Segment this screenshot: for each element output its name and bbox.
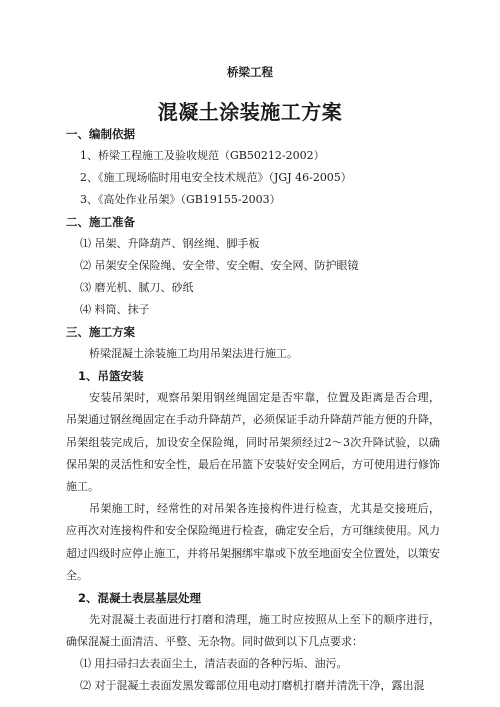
paragraph: 先对混凝土表面进行打磨和清理，施工时应按照从上至下的顺序进行，确保混凝土面清洁、平整、无杂物。同时做到以下几点要求： xyxy=(66,613,440,649)
reference-item: 1、桥梁工程施工及验收规范（GB50212-2002） xyxy=(80,149,325,162)
subsection-2-heading: 2、混凝土表层基层处理 xyxy=(78,591,202,606)
preparation-item: ⑶ 磨光机、腻刀、砂纸 xyxy=(80,281,194,294)
preparation-item: ⑷ 料筒、抹子 xyxy=(80,303,150,316)
document-body xyxy=(66,123,440,697)
subsection-1-heading: 1、吊篮安装 xyxy=(78,369,144,384)
section-3-intro: 桥梁混凝土涂装施工均用吊架法进行施工。 xyxy=(89,347,298,360)
section-3-heading: 三、施工方案 xyxy=(66,325,135,339)
page-title: 混凝土涂装施工方案 xyxy=(157,100,343,124)
paragraph: 安装吊架时，观察吊架用钢丝绳固定是否牢靠，位置及距离是否合理，吊架通过钢丝绳固定在手动升降葫芦，必须保证手动升降葫芦能方便的升降，吊架组装完成后，加设安全保险绳，同时吊架须经过2～3次升降试验，以确保吊架的灵活性和安全性，最后在吊篮下安装好安全网后，方可使用进行修饰施工。 xyxy=(66,391,440,494)
reference-item: 3、《高处作业吊架》（GB19155-2003） xyxy=(80,193,281,206)
section-1-heading: 一、编制依据 xyxy=(66,127,135,141)
requirement-item: ⑵ 对于混凝土表面发黑发霉部位用电动打磨机打磨并清洗干净，露出混 xyxy=(80,679,425,693)
section-2-heading: 二、施工准备 xyxy=(66,215,135,229)
page-header: 桥梁工程 xyxy=(227,65,273,79)
preparation-item: ⑵ 吊架安全保险绳、安全带、安全帽、安全网、防护眼镜 xyxy=(80,259,359,272)
paragraph: 吊架施工时，经常性的对吊架各连接构件进行检查，尤其是交接班后，应再次对连接构件和安全保险绳进行检查，确定安全后，方可继续使用。风力超过四级时应停止施工，并将吊架捆绑牢靠或下放至地面安全位置处，以策安全。 xyxy=(66,502,440,582)
requirement-item: ⑴ 用扫帚扫去表面尘土，清洁表面的各种污垢、油污。 xyxy=(80,657,348,671)
reference-item: 2、《施工现场临时用电安全技术规范》（JGJ 46-2005） xyxy=(80,171,352,184)
preparation-item: ⑴ 吊架、升降葫芦、钢丝绳、脚手板 xyxy=(80,237,260,250)
